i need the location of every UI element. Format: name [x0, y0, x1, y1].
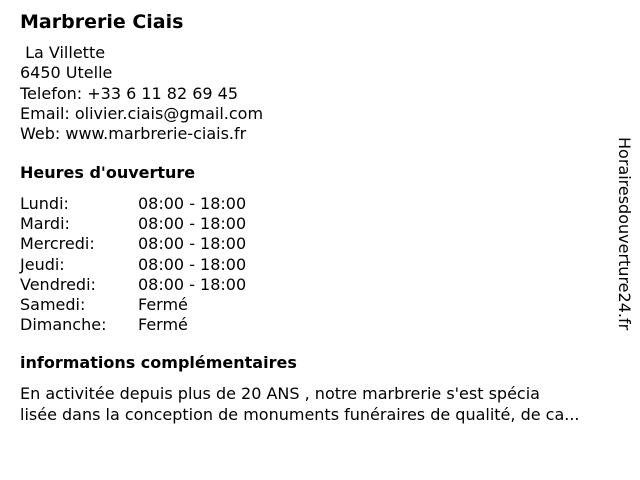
website-line: Web: www.marbrerie-ciais.fr: [20, 124, 247, 144]
address-street: La Villette: [20, 43, 106, 62]
email-line: Email: olivier.ciais@gmail.com: [20, 103, 264, 123]
day-hours: 08:00 - 18:00: [138, 274, 247, 294]
day-hours: 08:00 - 18:00: [138, 254, 247, 274]
description-line: En activitée depuis plus de 20 ANS , notre marbrerie s'est spécia: [20, 384, 540, 403]
opening-hours-title: Heures d'ouverture: [20, 163, 196, 182]
contact-block: [20, 43, 263, 144]
day-hours: 08:00 - 18:00: [138, 214, 247, 234]
description-line: lisée dans la conception de monuments funéraires de qualité, de ca...: [20, 405, 580, 424]
day-label: Samedi:: [20, 294, 86, 314]
day-hours: Fermé: [138, 315, 188, 335]
day-label: Jeudi:: [20, 254, 65, 274]
additional-info-title: informations complémentaires: [20, 353, 297, 372]
day-label: Lundi:: [20, 194, 69, 213]
day-label: Mardi:: [20, 214, 70, 234]
day-label: Mercredi:: [20, 234, 95, 254]
day-label: Dimanche:: [20, 315, 107, 335]
additional-info-text: [20, 383, 630, 425]
site-watermark: Horairesdouverture24.fr: [615, 137, 634, 331]
day-hours: Fermé: [138, 294, 188, 314]
day-label: Vendredi:: [20, 274, 96, 294]
address-city: 6450 Utelle: [20, 63, 113, 83]
phone-line: Telefon: +33 6 11 82 69 45: [20, 83, 239, 103]
day-hours: 08:00 - 18:00: [138, 194, 247, 213]
business-name: Marbrerie Ciais: [20, 11, 184, 33]
day-hours: 08:00 - 18:00: [138, 234, 247, 254]
